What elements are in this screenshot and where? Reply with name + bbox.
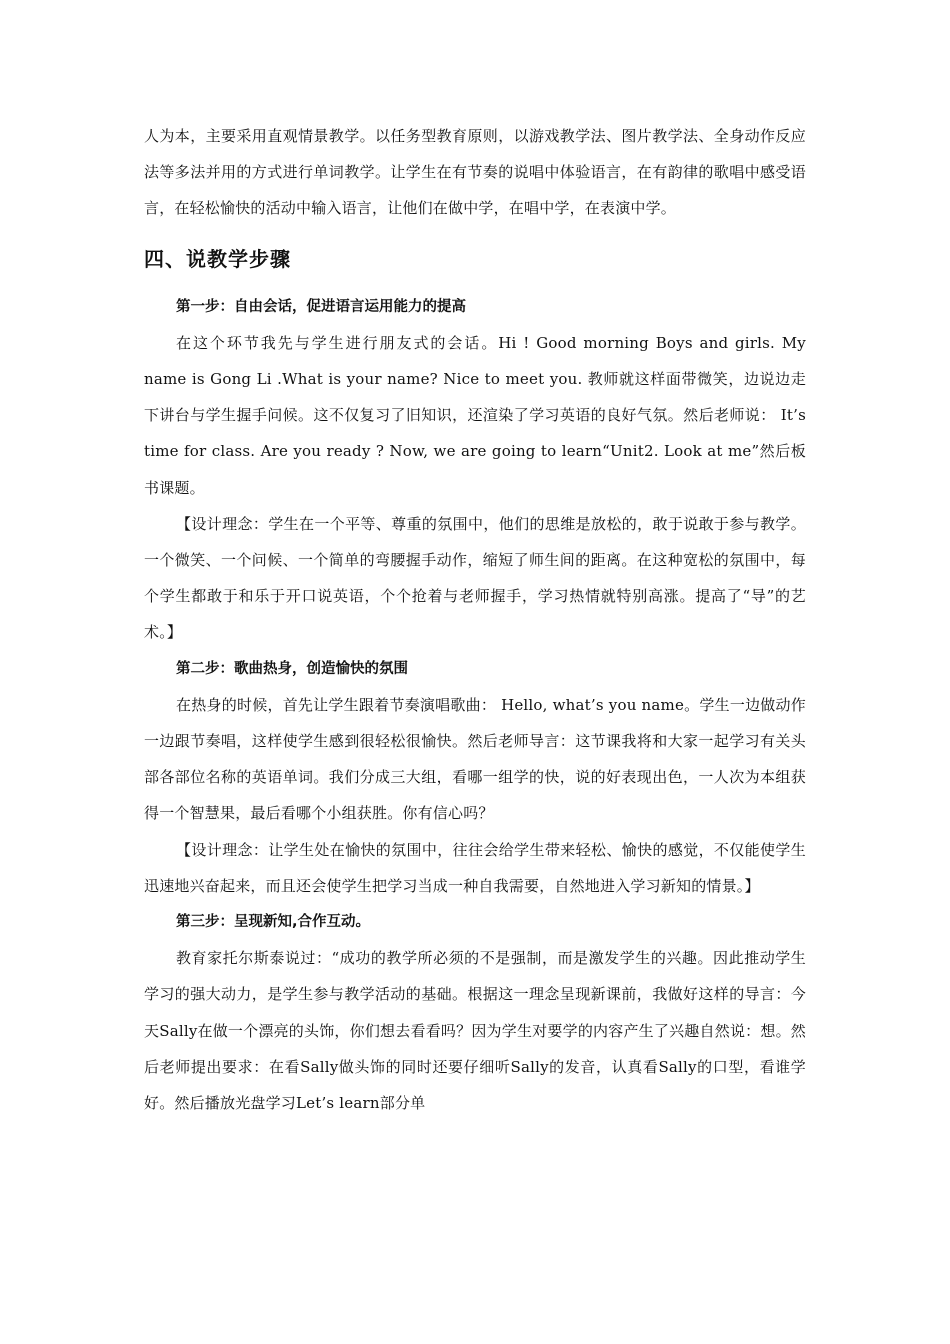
intro-continuation-paragraph: 人为本，主要采用直观情景教学。以任务型教育原则，以游戏教学法、图片教学法、全身动作反应法等多法并用的方式进行单词教学。让学生在有节奏的说唱中体验语言，在有韵律的歌唱中感受语言，在轻松愉快的活动中输入语言，让他们在做中学，在唱中学，在表演中学。 [144, 127, 806, 218]
step-heading: 第一步：自由会话，促进语言运用能力的提高 [176, 298, 466, 315]
step-heading: 第三步：呈现新知,合作互动。 [176, 914, 371, 931]
section-heading: 四、说教学步骤 [144, 246, 291, 271]
design-concept-paragraph: 【设计理念：学生在一个平等、尊重的氛围中，他们的思维是放松的，敢于说敢于参与教学。一个微笑、一个问候、一个简单的弯腰握手动作，缩短了师生间的距离。在这种宽松的氛围中，每个学生都敢于和乐于开口说英语，个个抢着与老师握手，学习热情就特别高涨。提高了“导”的艺术。】 [144, 514, 806, 642]
step-1 [144, 289, 806, 651]
step-3 [144, 904, 806, 1121]
step-body-paragraph: 在热身的时候，首先让学生跟着节奏演唱歌曲： Hello, what’s you name。学生一边做动作一边跟节奏唱，这样使学生感到很轻松很愉快。然后老师导言：这节课我将和大家一起学习有关头部各部位名称的英语单词。我们分成三大组，看哪一组学的快，说的好表现出色，一人次为本组获得一个智慧果，最后看哪个小组获胜。你有信心吗？ [144, 695, 806, 823]
step-body-paragraph: 教育家托尔斯泰说过：“成功的教学所必须的不是强制，而是激发学生的兴趣。因此推动学生学习的强大动力，是学生参与教学活动的基础。根据这一理念呈现新课前，我做好这样的导言：今天Sally在做一个漂亮的头饰，你们想去看看吗？因为学生对要学的内容产生了兴趣自然说：想。然后老师提出要求：在看Sally做头饰的同时还要仔细听Sally的发音，认真看Sally的口型，看谁学好。然后播放光盘学习Let’s learn部分单 [144, 949, 806, 1113]
step-2 [144, 651, 806, 904]
step-body-paragraph: 在这个环节我先与学生进行朋友式的会话。Hi ! Good morning Boys and girls. My name is Gong Li .What is your name? Nice to meet you. 教师就这样面带微笑，边说边走下讲台与学生握手问候。这不仅复习了旧知识，还渲染了学习英语的良好气氛。然后老师说： It’s time for class. Are you ready ? Now, we are going to learn“Unit2. Look at me”然后板书课题。 [144, 333, 806, 497]
step-heading: 第二步：歌曲热身，创造愉快的氛围 [176, 660, 408, 677]
design-concept-paragraph: 【设计理念：让学生处在愉快的氛围中，往往会给学生带来轻松、愉快的感觉，不仅能使学生迅速地兴奋起来，而且还会使学生把学习当成一种自我需要，自然地进入学习新知的情景。】 [144, 840, 806, 895]
document-page [144, 118, 806, 1121]
